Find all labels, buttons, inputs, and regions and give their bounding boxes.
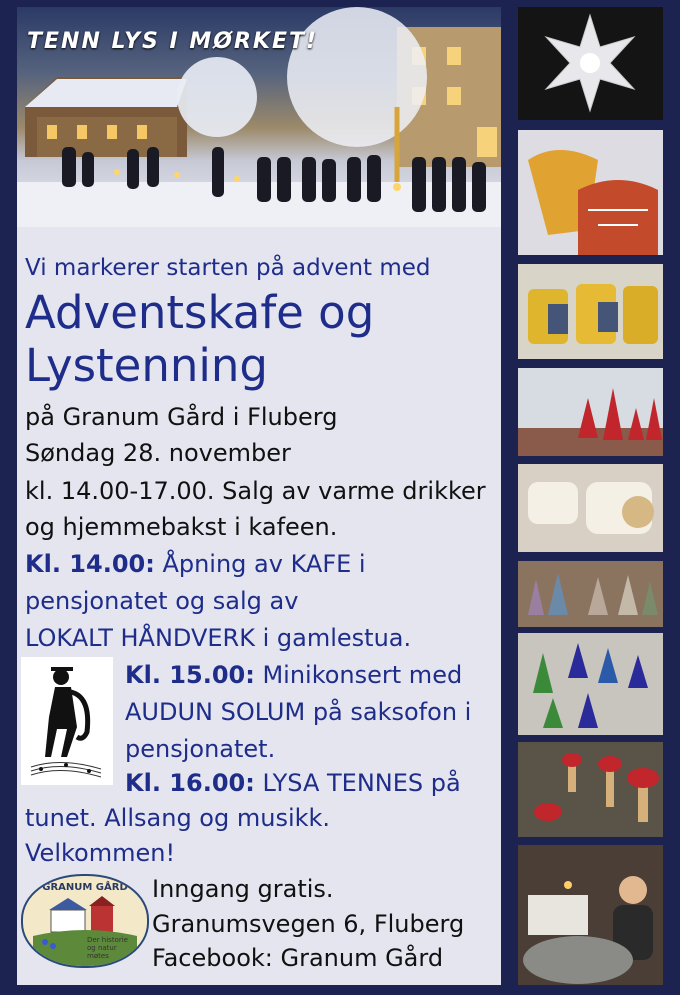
heading-line-1: Adventskafe og [25,286,375,339]
thumb-mugs [518,464,663,552]
saxophone-player-image [21,657,113,785]
item2-text-1: Minikonsert med [254,661,463,689]
hero-photo [17,7,501,227]
item2-time: Kl. 15.00: [125,661,255,689]
item1-line-3: LOKALT HÅNDVERK i gamlestua. [25,624,412,652]
date-text: Søndag 28. november [25,439,291,467]
thumb-trees [518,561,663,627]
felt-trees-photo [518,561,663,627]
granum-gard-logo [21,874,149,968]
address-text: Granumsvegen 6, Fluberg [152,910,465,938]
location-text: på Granum Gård i Fluberg [25,403,338,431]
time-text-2: og hjemmebakst i kafeen. [25,513,338,541]
item2-line-1 [125,661,462,689]
thumb-angels [518,633,663,735]
honey-jars-photo [518,264,663,359]
cafe-woman-photo [518,845,663,985]
intro-text: Vi markerer starten på advent med [25,255,431,281]
mugs-photo [518,464,663,552]
heading-line-2: Lystenning [25,339,268,392]
thumb-star-lamp [518,7,663,120]
item1-time: Kl. 14.00: [25,550,155,578]
item3-line-2: tunet. Allsang og musikk. [25,804,331,832]
star-lamp-photo [518,7,663,120]
thumb-honey [518,264,663,359]
time-text-1: kl. 14.00-17.00. Salg av varme drikker [25,477,486,505]
thumb-cafe [518,845,663,985]
hero-title: TENN LYS I MØRKET! [27,29,319,54]
item3-text-1: LYSA TENNES på [254,769,461,797]
item2-line-2: AUDUN SOLUM på saksofon i [125,698,472,726]
item2-line-3: pensjonatet. [125,735,276,763]
thumb-mittens [518,130,663,255]
gnomes-photo [518,368,663,456]
thumb-mushrooms [518,742,663,837]
info-panel [17,227,501,985]
item3-line-1 [125,769,461,797]
item1-line-2: pensjonatet og salg av [25,587,299,615]
item3-time: Kl. 16.00: [125,769,255,797]
welcome-text: Velkommen! [25,839,176,867]
logo-tagline: Der historie og natur møtes [87,936,128,960]
glass-angels-photo [518,633,663,735]
logo-name: GRANUM GÅRD [42,882,128,893]
wooden-mushrooms-photo [518,742,663,837]
facebook-text: Facebook: Granum Gård [152,944,444,972]
entry-text: Inngang gratis. [152,875,334,903]
item1-line-1 [25,550,366,578]
knitted-mittens-photo [518,130,663,255]
item1-text-1: Åpning av KAFE i [154,550,366,578]
thumb-gnomes [518,368,663,456]
